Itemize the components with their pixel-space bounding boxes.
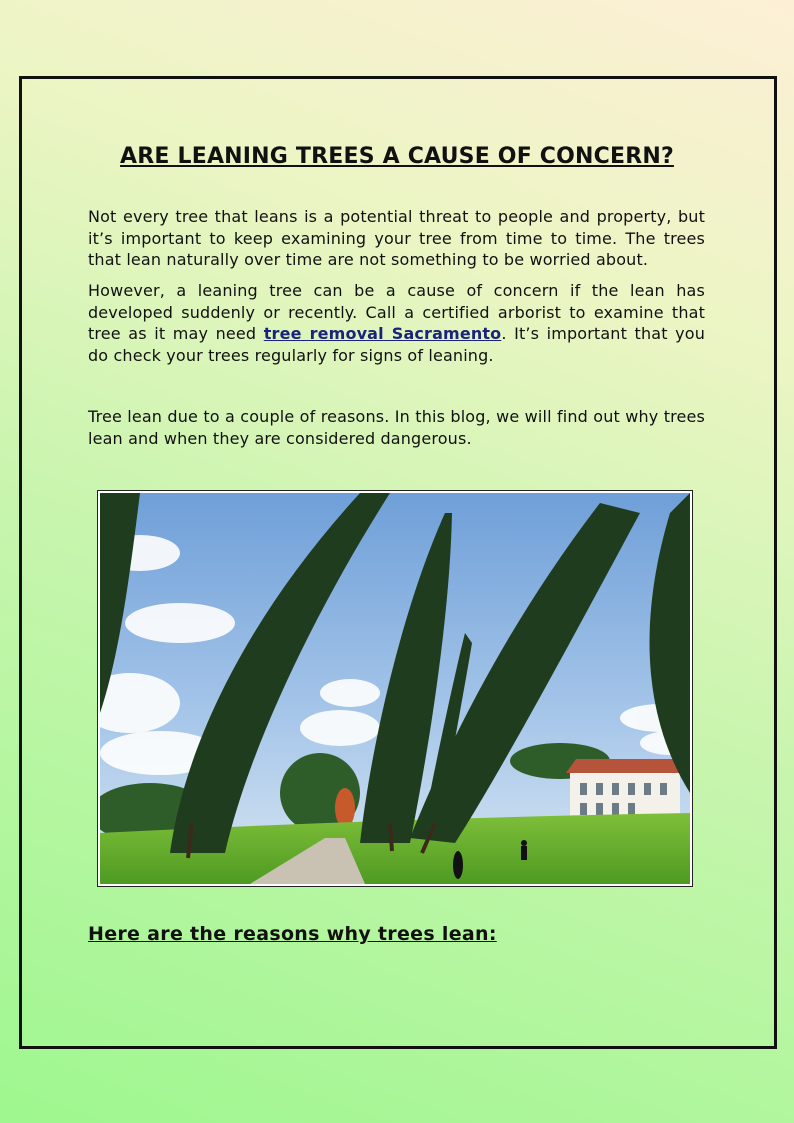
- reasons-intro-paragraph: Tree lean due to a couple of reasons. In this blog, we will find out why trees lean and when they are considered dangerous.: [88, 407, 705, 448]
- concern-paragraph-text-after: . It’s important that you do check your trees regularly for signs of leaning.: [88, 324, 706, 365]
- tree-removal-link[interactable]: tree removal Sacramento: [263, 324, 502, 343]
- intro-paragraph: Not every tree that leans is a potential threat to people and property, but it’s important to keep examining your tree from time to time. The trees that lean naturally over time are not something to be worried about.: [88, 207, 705, 269]
- concern-paragraph-text-before: However, a leaning tree can be a cause of concern if the lean has developed suddenly or recently. Call a certified arborist to examine that tree as it may need: [88, 281, 705, 343]
- leaning-trees-illustration: [100, 493, 690, 884]
- reasons-subheading: Here are the reasons why trees lean:: [88, 923, 497, 945]
- concern-paragraph: [88, 280, 705, 366]
- leaning-trees-photo: [97, 490, 693, 887]
- article-title: ARE LEANING TREES A CAUSE OF CONCERN?: [120, 144, 674, 169]
